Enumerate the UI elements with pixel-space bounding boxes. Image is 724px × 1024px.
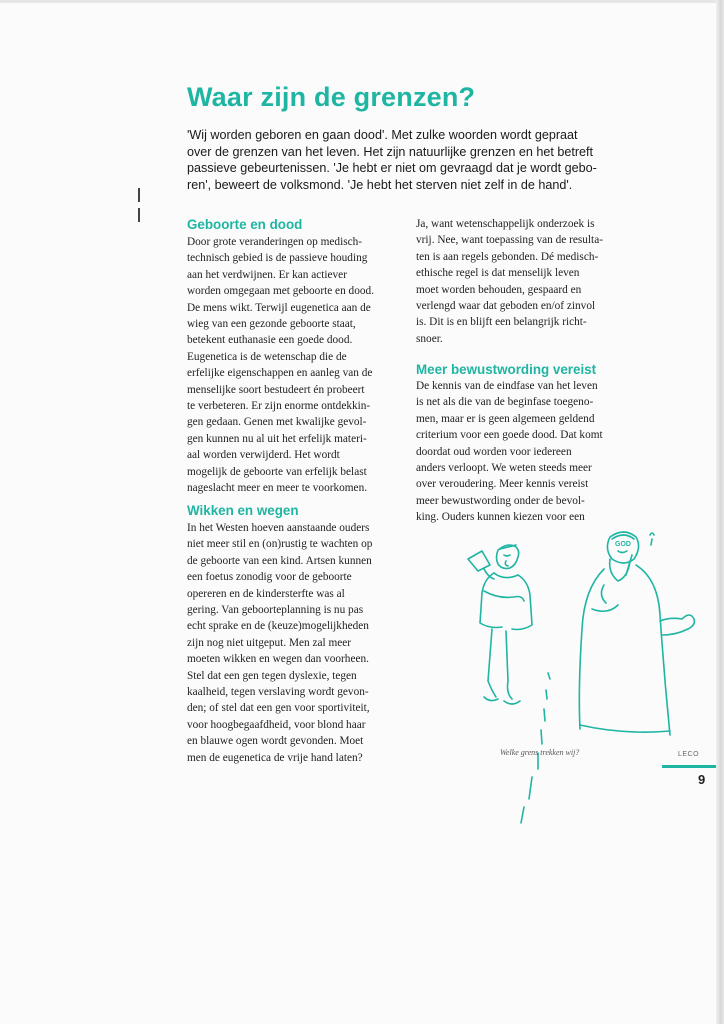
cap-text: GOD	[615, 541, 631, 548]
body-line: men, maar er is geen algemeen geldend	[416, 412, 595, 425]
body-line: te verbeteren. Er zijn enorme ontdekkin-	[187, 400, 371, 413]
section-body-wikken	[187, 520, 402, 766]
body-line: echt sprake en de (keuze)mogelijkheden	[187, 620, 369, 633]
body-line: verlengd waar dat geboden en/of zinvol	[416, 300, 596, 313]
body-line: ethische regel is dat menselijk leven	[416, 267, 580, 280]
body-line: is. Dit is en blijft een belangrijk richt-	[416, 316, 587, 329]
god-figure	[579, 532, 694, 735]
body-line: de geboorte van een kind. Artsen kunnen	[187, 554, 372, 567]
body-line: niet meer stil en (on)rustig te wachten op	[187, 538, 373, 551]
section-body-bewustwording	[416, 378, 631, 526]
section-heading-bewustwording: Meer bewustwording vereist	[416, 362, 597, 377]
cartoon-illustration	[440, 525, 710, 825]
margin-mark	[138, 188, 140, 202]
page-number-rule	[662, 765, 716, 768]
body-line: gering. Van geboorteplanning is nu pas	[187, 604, 364, 617]
section-body-geboorte	[187, 234, 402, 497]
body-line: aan het verdwijnen. Er kan actiever	[187, 268, 347, 281]
body-line: den; of stel dat een gen voor sportiviteit,	[187, 702, 370, 715]
margin-mark	[138, 208, 140, 222]
intro-line: 'Wij worden geboren en gaan dood'. Met zulke woorden wordt gepraat	[187, 128, 578, 142]
body-line: Eugenetica is de wetenschap die de	[187, 350, 347, 363]
body-line: worden omgegaan met geboorte en dood.	[187, 285, 374, 298]
man-with-sign	[468, 545, 532, 704]
body-line: Door grote veranderingen op medisch-	[187, 236, 363, 248]
body-line: is net als die van de beginfase toegeno-	[416, 396, 594, 409]
body-line: aal worden verwijderd. Het wordt	[187, 449, 340, 462]
intro-line: passieve gebeurtenissen. 'Je hebt er niet om gevraagd dat je wordt gebo-	[187, 161, 597, 176]
body-line: doordat oud worden voor iedereen	[416, 445, 572, 458]
body-line: Stel dat een gen tegen dyslexie, tegen	[187, 669, 357, 682]
body-line: en blauwe ogen wordt gevonden. Moet	[187, 735, 364, 748]
illustration-caption: Welke grens trekken wij?	[500, 748, 580, 757]
artist-signature: LECO	[678, 751, 700, 758]
section-heading-wikken: Wikken en wegen	[187, 503, 299, 518]
body-line: zijn nog niet uitgeput. Men zal meer	[187, 636, 352, 649]
section-body-continued	[416, 216, 631, 347]
body-line: moet worden behouden, gespaard en	[416, 283, 582, 296]
scan-edge-top	[0, 0, 724, 3]
body-line: voor hoogbegaafdheid, voor blond haar	[187, 718, 366, 731]
body-line: In het Westen hoeven aanstaande ouders	[187, 522, 370, 534]
body-line: opereren en de kindersterfte was al	[187, 587, 345, 600]
body-line: king. Ouders kunnen kiezen voor een	[416, 511, 585, 524]
body-line: erfelijke eigenschappen en aanleg van de	[187, 367, 373, 380]
page-number: 9	[698, 772, 706, 787]
intro-line: over de grenzen van het leven. Het zijn natuurlijke grenzen en het betreft	[187, 144, 594, 159]
body-line: De kennis van de eindfase van het leven	[416, 380, 598, 392]
body-line: gen gedaan. Genen met kwalijke gevol-	[187, 416, 367, 429]
scan-edge-right	[716, 0, 724, 1024]
body-line: mogelijk de geboorte van erfelijk belast	[187, 465, 367, 478]
body-line: meer bewustwording onder de bevol-	[416, 494, 585, 507]
body-line: snoer.	[416, 332, 443, 345]
body-line: een foetus zonodig voor de geboorte	[187, 571, 352, 584]
body-line: anders verloopt. We weten steeds meer	[416, 462, 592, 475]
body-line: over veroudering. Meer kennis vereist	[416, 478, 589, 491]
body-line: criterium voor een goede dood. Dat komt	[416, 429, 603, 442]
body-line: wieg van een gezonde geboorte staat,	[187, 318, 356, 331]
body-line: vrij. Nee, want toepassing van de resulta-	[416, 234, 603, 247]
body-line: technisch gebied is de passieve houding	[187, 252, 368, 265]
body-line: gen kunnen nu al uit het erfelijk materi-	[187, 432, 367, 445]
body-line: nageslacht meer en meer te voorkomen.	[187, 482, 368, 495]
page-title: Waar zijn de grenzen?	[187, 82, 476, 112]
body-line: ten is aan regels gebonden. Dé medisch-	[416, 250, 599, 263]
body-line: betekent euthanasie een goede dood.	[187, 334, 353, 347]
intro-paragraph	[187, 127, 627, 193]
body-line: Ja, want wetenschappelijk onderzoek is	[416, 218, 595, 230]
body-line: De mens wikt. Terwijl eugenetica aan de	[187, 301, 371, 314]
body-line: kaalheid, tegen verslaving wordt gevon-	[187, 686, 369, 699]
section-heading-geboorte: Geboorte en dood	[187, 217, 303, 232]
body-line: men de eugenetica de vrije hand laten?	[187, 751, 363, 764]
body-line: moeten wikken en wegen dan voorheen.	[187, 653, 369, 666]
intro-line: ren', beweert de volksmond. 'Je hebt het sterven niet zelf in de hand'.	[187, 177, 573, 192]
body-line: menselijke soort bestudeert én probeert	[187, 383, 365, 396]
